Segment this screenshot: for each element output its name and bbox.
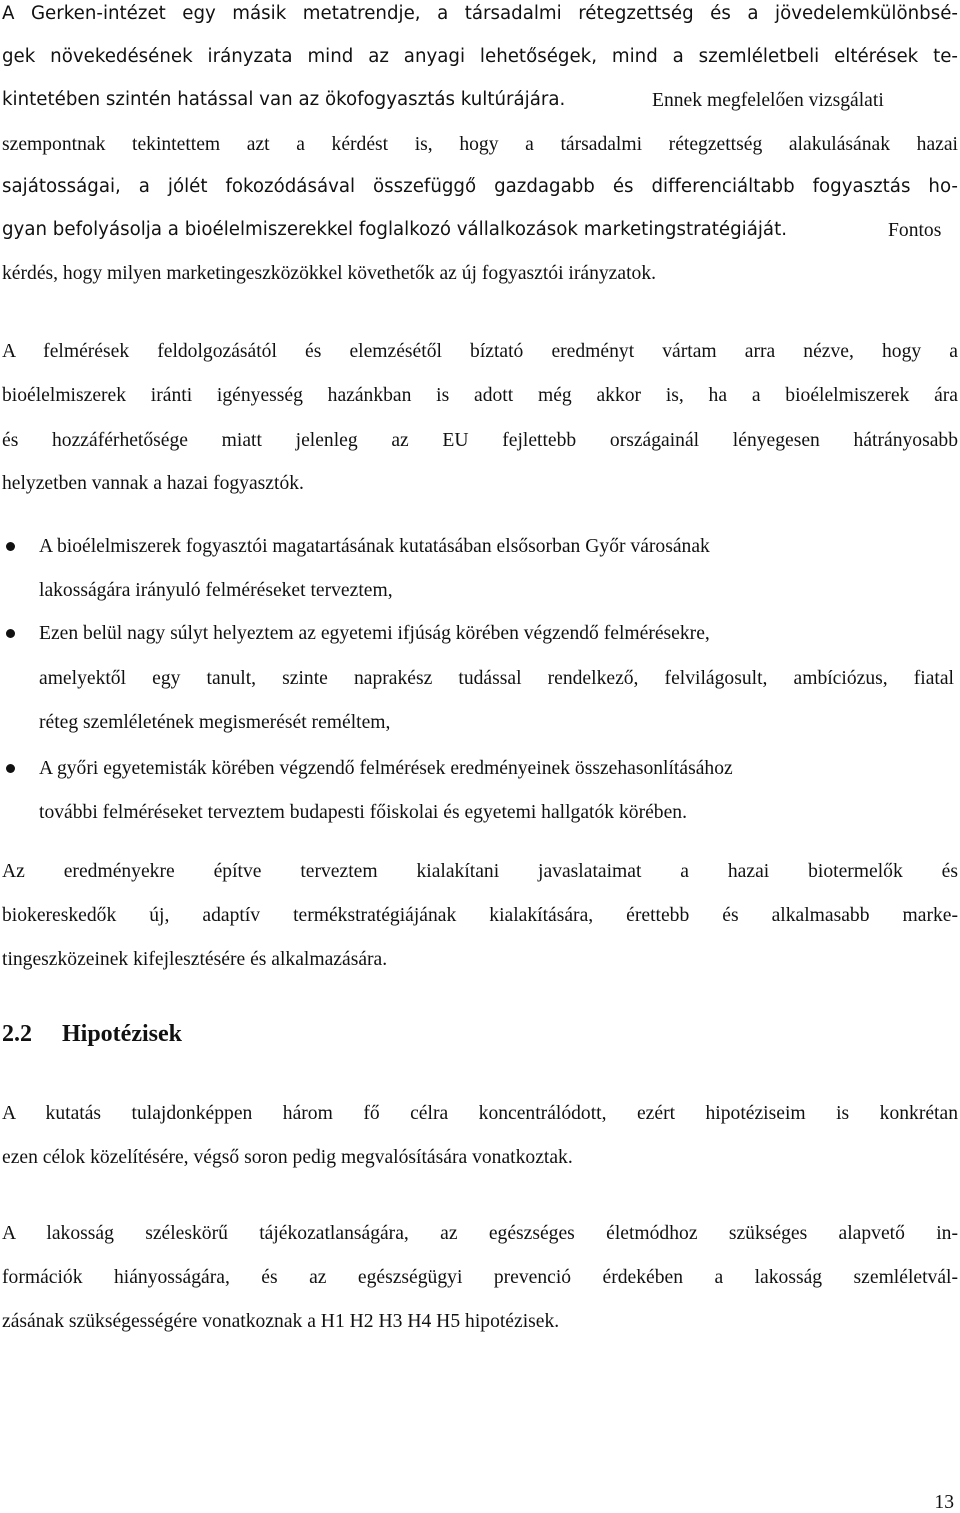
text-line: amelyektől egy tanult, szinte naprakész tudással rendelkező, felvilágosult, ambíciózus, fiatal: [39, 668, 954, 689]
text-line: szempontnak tekintettem azt a kérdést is, hogy a társadalmi rétegzettség alakulásának hazai: [2, 134, 958, 155]
text-line: A Gerken-intézet egy másik metatrendje, a társadalmi rétegzettség és a jövedelemkülönbsé-: [2, 3, 958, 24]
text-line: tingeszközeinek kifejlesztésére és alkalmazására.: [2, 949, 388, 970]
text-line: A bioélelmiszerek fogyasztói magatartásának kutatásában elsősorban Győr városának: [39, 536, 710, 557]
text-line: Ezen belül nagy súlyt helyeztem az egyetemi ifjúság körében végzendő felmérésekre,: [39, 623, 710, 644]
text-line: formációk hiányosságára, és az egészségügyi prevenció érdekében a lakosság szemléletvál-: [2, 1267, 958, 1288]
text-line: A kutatás tulajdonképpen három fő célra koncentrálódott, ezért hipotéziseim is konkrétan: [2, 1103, 958, 1124]
text-line: Az eredményekre építve terveztem kialakítani javaslataimat a hazai biotermelők és: [2, 861, 958, 882]
text-line: A lakosság széleskörű tájékozatlanságára, az egészséges életmódhoz szükséges alapvető in-: [2, 1223, 958, 1244]
bullet-icon: [6, 764, 15, 773]
text-line: további felméréseket terveztem budapesti főiskolai és egyetemi hallgatók körében.: [39, 802, 687, 823]
text-line: réteg szemléletének megismerését reméltem,: [39, 712, 391, 733]
text-line: A felmérések feldolgozásától és elemzésétől bíztató eredményt vártam arra nézve, hogy a: [2, 341, 958, 362]
page-number: 13: [934, 1492, 954, 1513]
text-line: A győri egyetemisták körében végzendő felmérések eredményeinek összehasonlításához: [39, 758, 733, 779]
text-line: helyzetben vannak a hazai fogyasztók.: [2, 473, 304, 494]
section-number: 2.2: [2, 1021, 32, 1047]
text-line: ezen célok közelítésére, végső soron pedig megvalósítására vonatkoztak.: [2, 1147, 573, 1168]
text-line: gyan befolyásolja a bioélelmiszerekkel foglalkozó vállalkozások marketingstratégiáját.: [2, 219, 788, 240]
text-line: biokereskedők új, adaptív termékstratégiájának kialakítására, érettebb és alkalmasabb marke-: [2, 905, 958, 926]
text-line: bioélelmiszerek iránti igényesség hazánkban is adott még akkor is, ha a bioélelmiszerek ára: [2, 385, 958, 406]
text-line: zásának szükségességére vonatkoznak a H1 H2 H3 H4 H5 hipotézisek.: [2, 1311, 560, 1332]
text-line: kintetében szintén hatással van az ökofogyasztás kultúrájára.: [2, 89, 566, 110]
text-line: kérdés, hogy milyen marketingeszközökkel követhetők az új fogyasztói irányzatok.: [2, 263, 657, 284]
text-line: sajátosságai, a jólét fokozódásával összefüggő gazdagabb és differenciáltabb fogyasztás ho-: [2, 176, 958, 197]
text-line: Fontos: [888, 220, 942, 241]
text-line: Ennek megfelelően vizsgálati: [652, 90, 884, 111]
section-title: Hipotézisek: [62, 1021, 182, 1047]
bullet-icon: [6, 542, 15, 551]
text-line: gek növekedésének irányzata mind az anyagi lehetőségek, mind a szemléletbeli eltérések te-: [2, 46, 958, 67]
bullet-icon: [6, 629, 15, 638]
section-heading: [2, 1022, 182, 1046]
text-line: és hozzáférhetősége miatt jelenleg az EU fejlettebb országainál lényegesen hátrányosabb: [2, 430, 958, 451]
text-line: lakosságára irányuló felméréseket terveztem,: [39, 580, 393, 601]
